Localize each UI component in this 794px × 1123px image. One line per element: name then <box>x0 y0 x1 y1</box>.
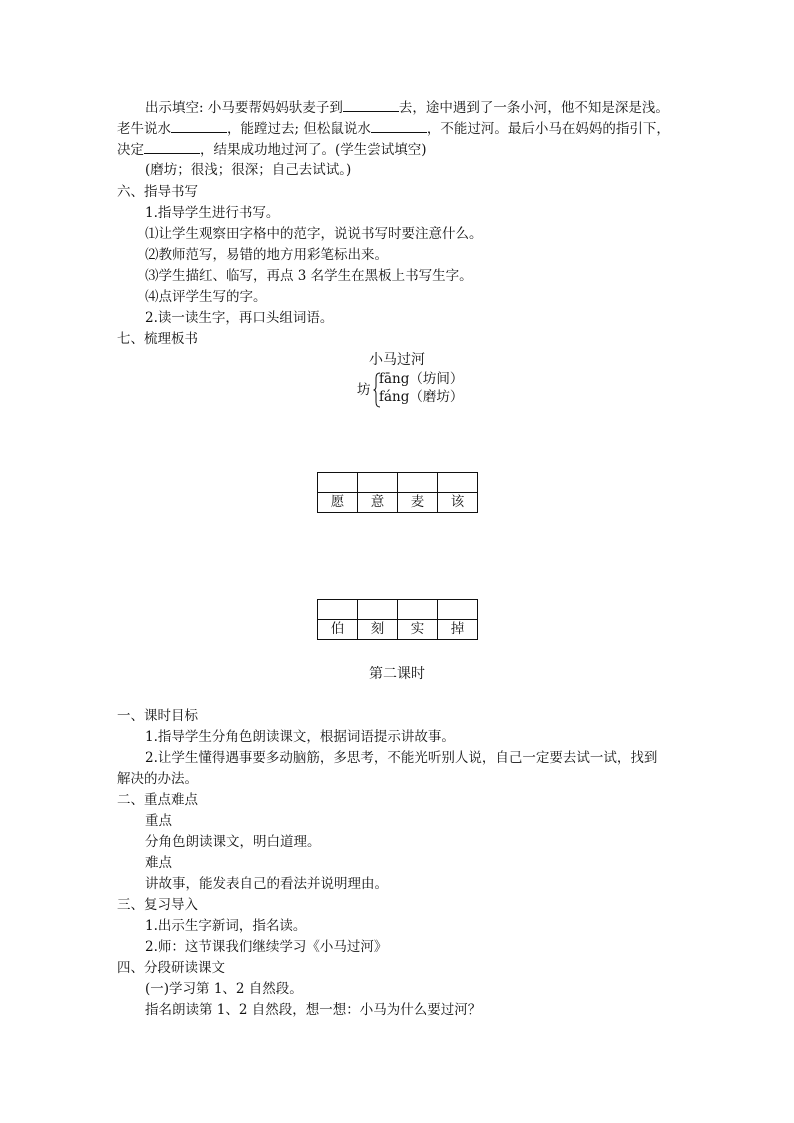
fill-blank-line-2 <box>117 118 670 139</box>
section-heading: 七、梳理板书 <box>117 331 198 347</box>
list-item: 2.读一读生字，再口头组词语。 <box>145 310 334 326</box>
blank-line <box>144 139 200 154</box>
list-item: 1.指导学生进行书写。 <box>145 205 280 221</box>
board-title: 小马过河 <box>369 352 425 368</box>
grid-cell-empty <box>438 473 478 493</box>
grid-cell-character: 麦 <box>398 493 438 513</box>
grid-cell-character: 刻 <box>358 620 398 640</box>
subheading: 难点 <box>145 855 172 871</box>
blank-line <box>171 118 227 133</box>
grid-cell-character: 伯 <box>318 620 358 640</box>
section-heading: 四、分段研读课文 <box>117 960 225 976</box>
grid-cell-empty <box>358 473 398 493</box>
fill-blank-text: 出示填空: 小马要帮妈妈驮麦子到 <box>145 100 343 116</box>
paragraph: 分角色朗读课文，明白道理。 <box>145 834 321 850</box>
fill-blank-text: ，能蹚过去; 但松鼠说水 <box>227 121 371 137</box>
list-item: 2.让学生懂得遇事要多动脑筋，多思考，不能光听别人说，自己一定要去试一试，找到 <box>145 750 658 766</box>
grid-cell-character: 该 <box>438 493 478 513</box>
list-item: ⑴让学生观察田字格中的范字，说说书写时要注意什么。 <box>145 226 483 242</box>
section-heading: 一、课时目标 <box>117 708 198 724</box>
grid-cell-character: 意 <box>358 493 398 513</box>
board-char: 坊 <box>357 382 371 398</box>
section-heading: 六、指导书写 <box>117 184 198 200</box>
grid-cell-empty <box>398 473 438 493</box>
grid-cell-empty <box>358 600 398 620</box>
list-item: 1.出示生字新词，指名读。 <box>145 918 307 934</box>
grid-cell-character: 掉 <box>438 620 478 640</box>
blank-line <box>343 97 399 112</box>
list-item: 2.师：这节课我们继续学习《小马过河》 <box>145 939 388 955</box>
grid-cell-character: 实 <box>398 620 438 640</box>
grid-cell-empty <box>398 600 438 620</box>
fill-blank-line-3 <box>117 139 427 160</box>
character-grid <box>317 599 478 640</box>
fill-blank-answers: (磨坊；很浅；很深；自己去试试。) <box>145 162 352 178</box>
grid-cell-empty <box>438 600 478 620</box>
list-item: ⑷点评学生写的字。 <box>145 289 267 305</box>
character-grid <box>317 472 478 513</box>
fill-blank-line-1 <box>145 97 669 118</box>
pinyin-line: fāng（坊间） <box>379 371 464 387</box>
grid-cell-character: 愿 <box>318 493 358 513</box>
subheading: 重点 <box>145 813 172 829</box>
lesson-title: 第二课时 <box>369 666 425 682</box>
fill-blank-text: 去，途中遇到了一条小河，他不知是深是浅。 <box>398 100 669 116</box>
list-item: ⑵教师范写，易错的地方用彩笔标出来。 <box>145 247 388 263</box>
fill-blank-text: 老牛说水 <box>117 121 171 137</box>
blank-line <box>371 118 427 133</box>
paragraph: 指名朗读第 1、2 自然段，想一想：小马为什么要过河？ <box>145 1002 482 1018</box>
paragraph: 讲故事，能发表自己的看法并说明理由。 <box>145 876 388 892</box>
section-heading: 三、复习导入 <box>117 897 198 913</box>
section-heading: 二、重点难点 <box>117 792 198 808</box>
list-item-continued: 解决的办法。 <box>117 771 198 787</box>
fill-blank-text: 决定 <box>117 142 144 158</box>
fill-blank-text: ，结果成功地过河了。(学生尝试填空) <box>200 142 427 158</box>
list-item: 1.指导学生分角色朗读课文，根据词语提示讲故事。 <box>145 729 455 745</box>
list-item: (一)学习第 1、2 自然段。 <box>145 981 303 997</box>
grid-cell-empty <box>318 473 358 493</box>
pinyin-line: fáng（磨坊） <box>379 389 464 405</box>
list-item: ⑶学生描红、临写，再点 3 名学生在黑板上书写生字。 <box>145 268 473 284</box>
fill-blank-text: ，不能过河。最后小马在妈妈的指引下， <box>426 121 670 137</box>
grid-cell-empty <box>318 600 358 620</box>
